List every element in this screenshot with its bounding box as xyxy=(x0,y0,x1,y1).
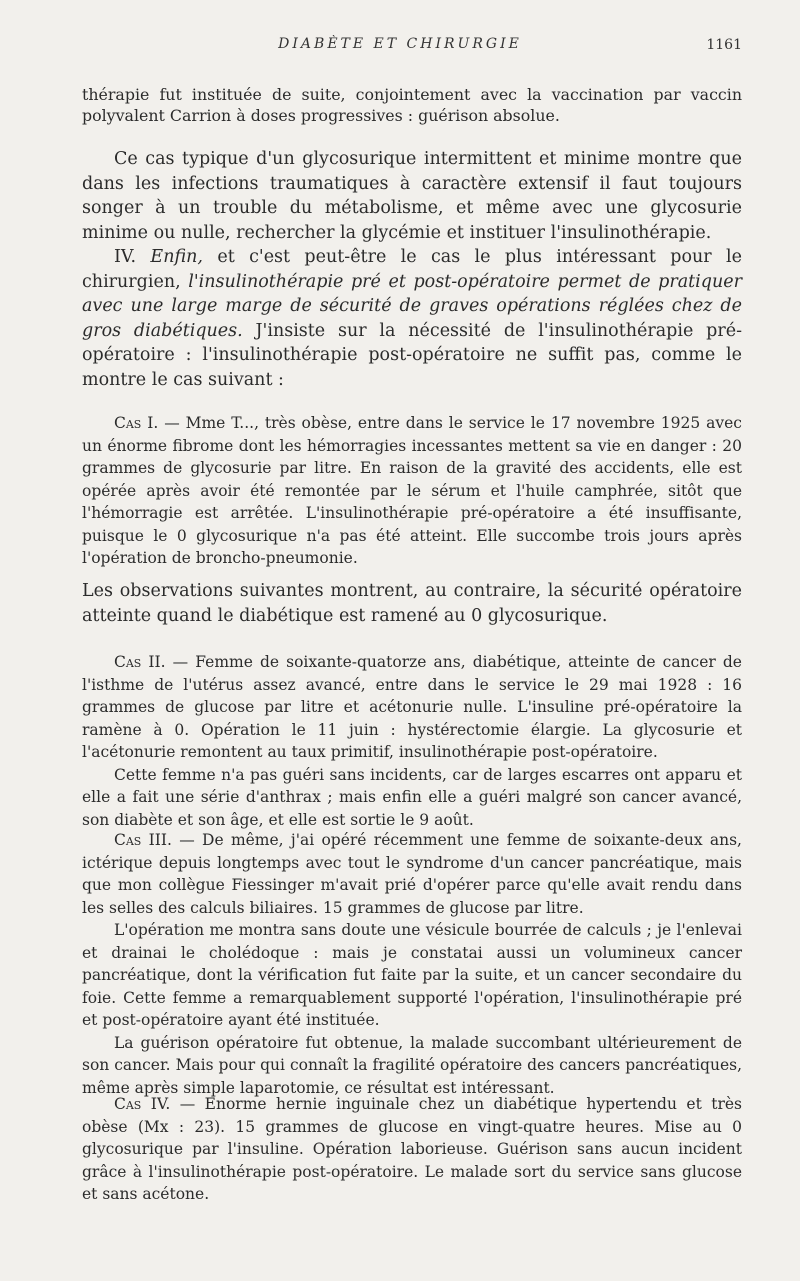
italic-enfin: Enfin, xyxy=(150,247,203,267)
paragraph-typical-case: Ce cas typique d'un glycosurique intermittent et minime montre que dans les infections traumatiques à caractère extensif il faut toujours songer à un trouble du métabolisme, et même avec une glycosurie minime ou nulle, rechercher la glycémie et instituer l'insulinothérapie. xyxy=(82,149,742,243)
italic-thesis: l'insulinothérapie pré et post-opératoire permet de pratiquer avec une large marge de sécurité de graves opérations réglées chez de gros diabétiques. xyxy=(82,271,742,341)
case-2-paragraph xyxy=(82,651,742,764)
case-3-text: — De même, j'ai opéré récemment une femme de soixante-deux ans, ictérique depuis longtemps avec tout le syndrome d'un cancer pancréatique, mais que mon collègue Fiessinger m'avait prié d'opérer parce qu'elle avait rendu dans les selles des calculs biliaires. 15 grammes de glucose par litre. xyxy=(82,831,742,917)
running-title: DIABÈTE ET CHIRURGIE xyxy=(278,36,522,52)
case-4 xyxy=(82,1093,742,1206)
observations-intro-text: Les observations suivantes montrent, au contraire, la sécurité opératoire atteinte quand le diabétique est ramené au 0 glycosurique. xyxy=(82,581,742,626)
page-number: 1161 xyxy=(706,37,742,53)
observations-intro xyxy=(82,579,742,628)
case-3 xyxy=(82,829,742,1099)
case-3-paragraph-3: La guérison opératoire fut obtenue, la malade succombant ultérieurement de son cancer. Mais pour qui connaît la fragilité opératoire des cancers pancréatiques, même après simple laparotomie, ce résultat est intéressant. xyxy=(82,1033,742,1097)
case-1 xyxy=(82,412,742,570)
case-1-paragraph xyxy=(82,412,742,570)
continuation-text: thérapie fut instituée de suite, conjointement avec la vaccination par vaccin polyvalent Carrion à doses progressives : guérison absolue. xyxy=(82,85,742,125)
case-3-paragraph xyxy=(82,829,742,919)
case-1-text: — Mme T..., très obèse, entre dans le service le 17 novembre 1925 avec un énorme fibrome dont les hémorragies incessantes mettent sa vie en danger : 20 grammes de glycosurie par litre. En raison de la gravité des accidents, elle est opérée après avoir été remontée par le sérum et l'huile camphrée, sitôt que l'hémorragie est arrêtée. L'insulinothérapie pré-opératoire a été insuffisante, puisque le 0 glycosurique n'a pas été atteint. Elle succombe trois jours après l'opération de broncho-pneumonie. xyxy=(82,414,742,567)
case-2-label: Cas II. xyxy=(114,653,166,671)
case-3-label: Cas III. xyxy=(114,831,172,849)
section-numeral: IV. xyxy=(114,247,137,267)
case-2-text: — Femme de soixante-quatorze ans, diabétique, atteinte de cancer de l'isthme de l'utérus assez avancé, entre dans le service le 29 mai 1928 : 16 grammes de glucose par litre et acétonurie nulle. L'insuline pré-opératoire la ramène à 0. Opération le 11 juin : hystérectomie élargie. La glycosurie et l'acétonurie remontent au taux primitif, insulinothérapie post-opératoire. xyxy=(82,653,742,761)
case-3-paragraph-2: L'opération me montra sans doute une vésicule bourrée de calculs ; je l'enlevai et drainai le cholédoque : mais je constatai aussi un volumineux cancer pancréatique, dont la vérification fut faite par la suite, et un cancer secondaire du foie. Cette femme a remarquablement supporté l'opération, l'insulinothérapie pré et post-opératoire ayant été instituée. xyxy=(82,921,742,1029)
section-iv-text-a: et c'est peut-être le cas le plus intéressant pour le chirurgien, xyxy=(82,247,742,292)
running-head xyxy=(0,36,800,60)
continuation-paragraph xyxy=(82,84,742,126)
case-1-label: Cas I. xyxy=(114,414,159,432)
paragraph-section-iv xyxy=(82,245,742,392)
discussion-section xyxy=(82,147,742,392)
case-4-label: Cas IV. xyxy=(114,1095,171,1113)
section-iv-text-b: J'insiste sur la nécessité de l'insulinothérapie pré-opératoire : l'insulinothérapie post-opératoire ne suffit pas, comme le montre le cas suivant : xyxy=(82,320,742,390)
case-2-paragraph-2: Cette femme n'a pas guéri sans incidents, car de larges escarres ont apparu et elle a fait une série d'anthrax ; mais enfin elle a guéri malgré son cancer avancé, son diabète et son âge, et elle est sortie le 9 août. xyxy=(82,765,742,829)
case-4-paragraph xyxy=(82,1093,742,1206)
case-2 xyxy=(82,651,742,831)
case-4-text: — Enorme hernie inguinale chez un diabétique hypertendu et très obèse (Mx : 23). 15 grammes de glucose en vingt-quatre heures. Mise au 0 glycosurique par l'insuline. Opération laborieuse. Guérison sans aucun incident grâce à l'insulinothérapie post-opératoire. Le malade sort du service sans glucose et sans acétone. xyxy=(82,1095,742,1203)
